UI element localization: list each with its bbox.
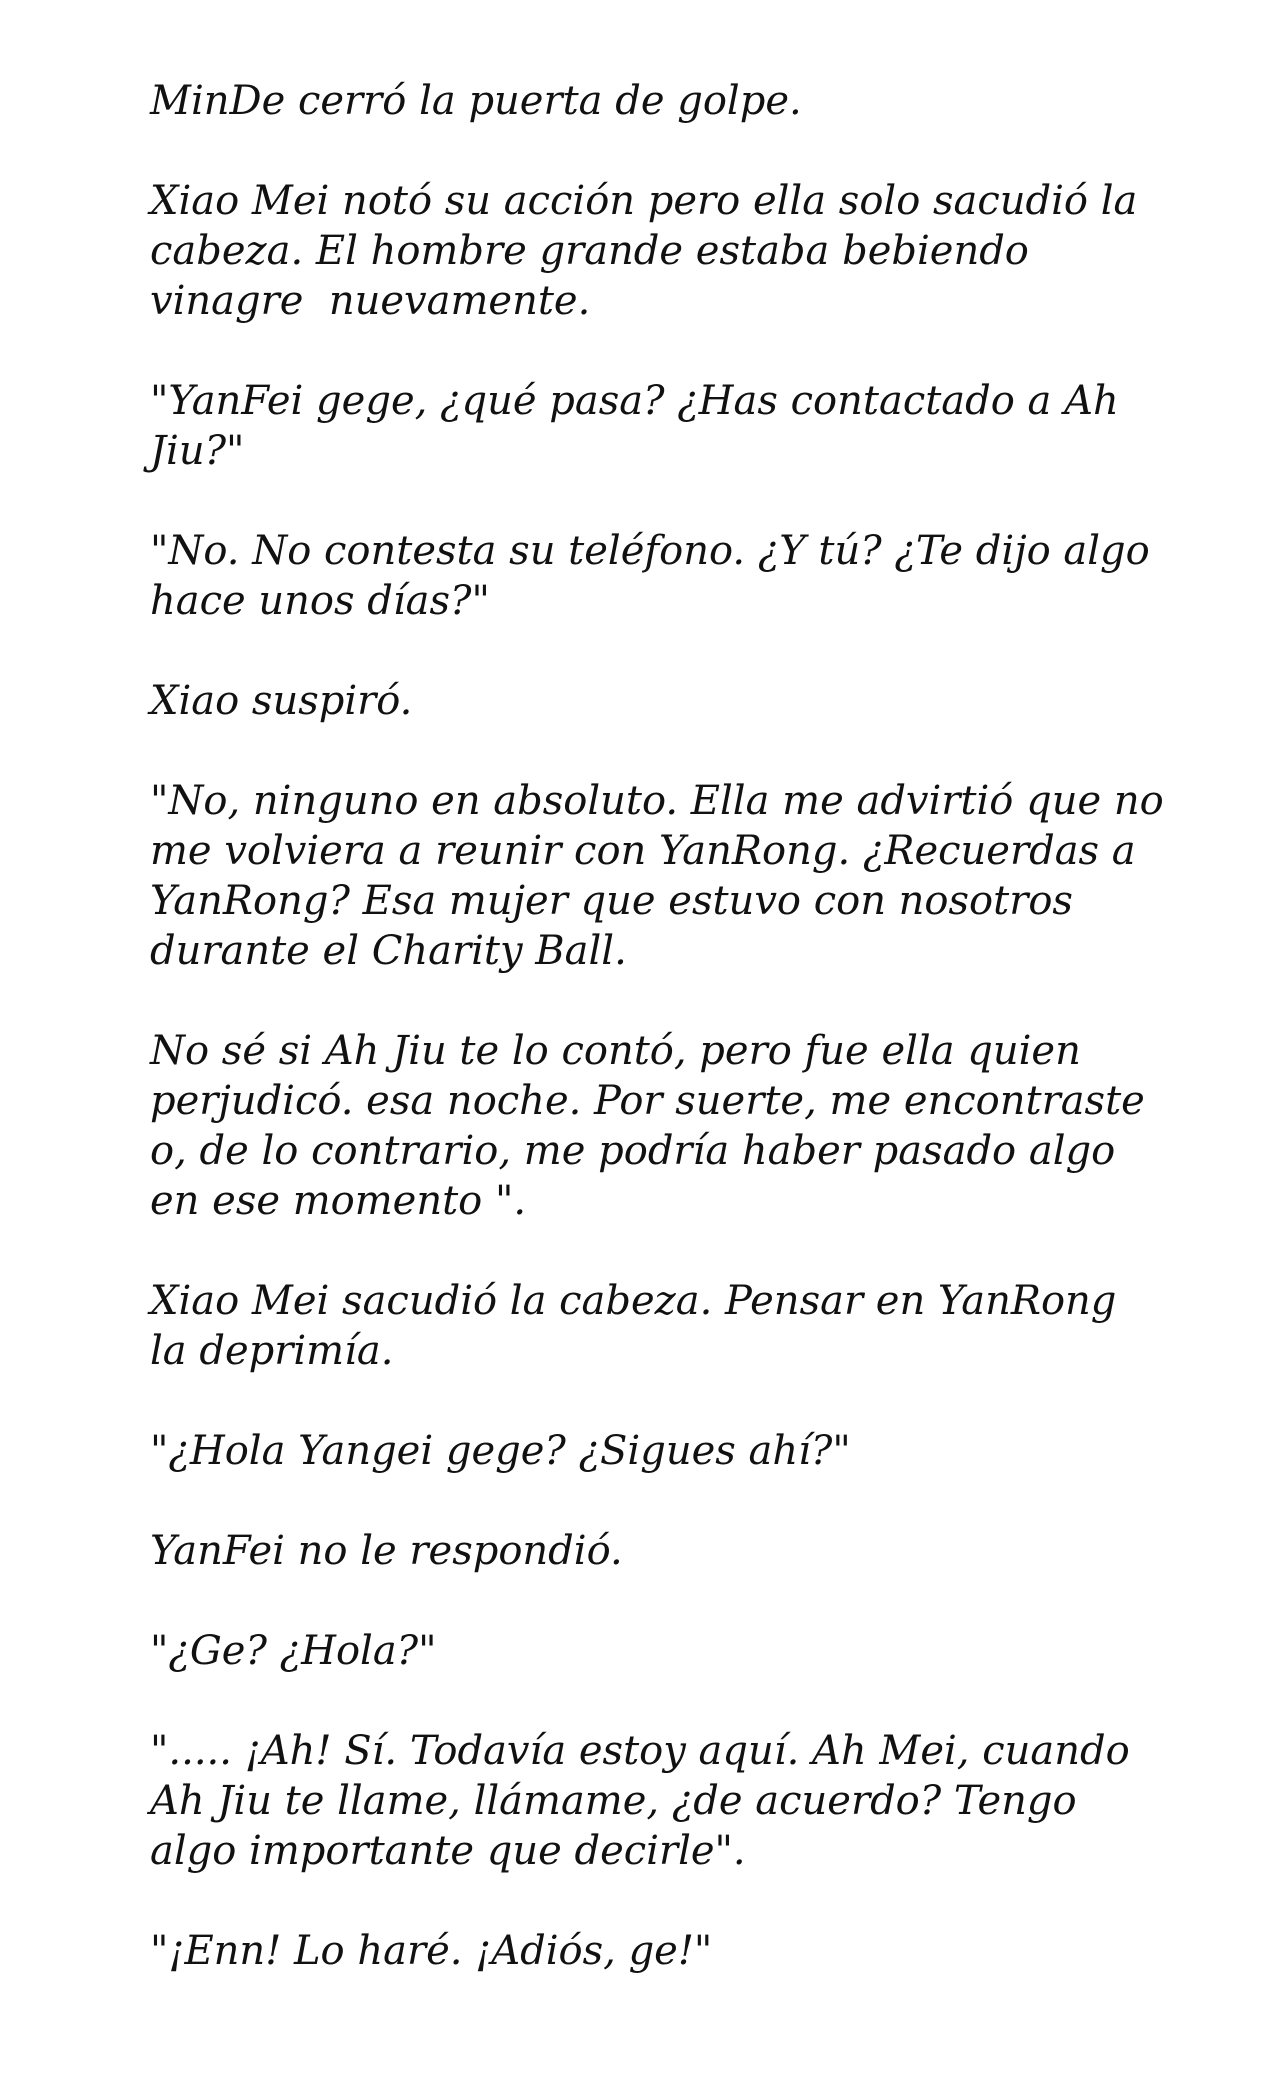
text-line: "YanFei gege, ¿qué pasa? ¿Has contactado a Ah [150,378,1119,424]
text-line: "..... ¡Ah! Sí. Todavía estoy aquí. Ah Mei, cuando [150,1728,1130,1774]
text-line: No sé si Ah Jiu te lo contó, pero fue ella quien [150,1028,1081,1074]
paragraph-11 [150,1626,1210,1676]
text-line: YanRong? Esa mujer que estuvo con nosotros [150,878,1073,924]
text-line: "No. No contesta su teléfono. ¿Y tú? ¿Te dijo algo [150,528,1150,574]
paragraph-8 [150,1276,1210,1376]
paragraph-gap [150,626,1210,676]
paragraph-10 [150,1526,1210,1576]
paragraph-12 [150,1726,1210,1876]
text-line: "¡Enn! Lo haré. ¡Adiós, ge!" [150,1928,713,1974]
text-line: algo importante que decirle". [150,1828,746,1874]
text-line: "¿Ge? ¿Hola?" [150,1628,437,1674]
text-line: Jiu?" [150,428,245,474]
paragraph-gap [150,476,1210,526]
paragraph-gap [150,1676,1210,1726]
paragraph-6 [150,776,1210,976]
text-line: o, de lo contrario, me podría haber pasado algo [150,1128,1116,1174]
text-line: Ah Jiu te llame, llámame, ¿de acuerdo? Tengo [150,1778,1077,1824]
paragraph-gap [150,326,1210,376]
text-line: "¿Hola Yangei gege? ¿Sigues ahí?" [150,1428,851,1474]
paragraph-gap [150,1876,1210,1926]
text-line: YanFei no le respondió. [150,1528,623,1574]
text-line: me volviera a reunir con YanRong. ¿Recuerdas a [150,828,1136,874]
text-line: Xiao Mei sacudió la cabeza. Pensar en YanRong [150,1278,1117,1324]
paragraph-5 [150,676,1210,726]
paragraph-gap [150,1376,1210,1426]
text-line: hace unos días?" [150,578,490,624]
text-line: durante el Charity Ball. [150,928,627,974]
text-line: "No, ninguno en absoluto. Ella me advirtió que no [150,778,1164,824]
paragraph-gap [150,976,1210,1026]
document-page [150,76,1210,1976]
paragraph-1 [150,76,1210,126]
paragraph-gap [150,1476,1210,1526]
paragraph-gap [150,126,1210,176]
text-line: perjudicó. esa noche. Por suerte, me encontraste [150,1078,1145,1124]
paragraph-2 [150,176,1210,326]
text-line: Xiao suspiró. [150,678,413,724]
paragraph-gap [150,726,1210,776]
paragraph-gap [150,1226,1210,1276]
paragraph-13 [150,1926,1210,1976]
text-line: la deprimía. [150,1328,394,1374]
paragraph-4 [150,526,1210,626]
text-line: Xiao Mei notó su acción pero ella solo sacudió la [150,178,1138,224]
text-line: vinagre nuevamente. [150,278,591,324]
paragraph-3 [150,376,1210,476]
text-line: en ese momento ". [150,1178,527,1224]
text-line: MinDe cerró la puerta de golpe. [150,78,802,124]
text-line: cabeza. El hombre grande estaba bebiendo [150,228,1029,274]
paragraph-gap [150,1576,1210,1626]
paragraph-7 [150,1026,1210,1226]
paragraph-9 [150,1426,1210,1476]
